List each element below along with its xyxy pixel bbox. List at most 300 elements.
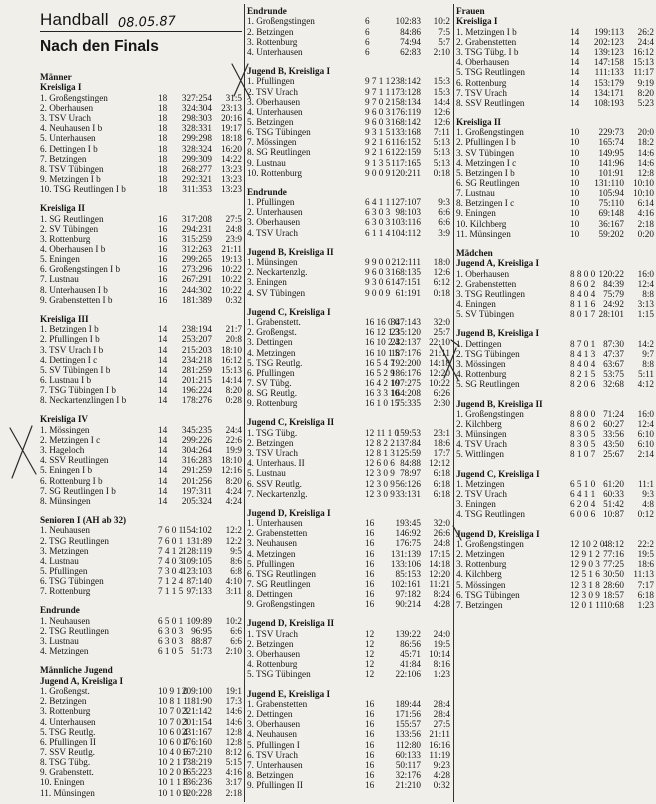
goal-score: 238:194: [181, 324, 212, 335]
games-record: 16: [158, 244, 168, 255]
games-record: 16: [158, 223, 168, 234]
table-row: [40, 334, 242, 344]
table-row: [247, 228, 450, 238]
column-2-standings: [247, 6, 450, 790]
team-name: 1. Metzingen I b: [456, 26, 517, 37]
team-name: 1. Großengstingen: [247, 16, 315, 27]
goal-score: 56:126: [395, 478, 421, 489]
column-2: [247, 6, 450, 799]
goal-score: 147:158: [593, 57, 624, 68]
goal-score: 192:200: [390, 357, 421, 368]
table-row: [247, 428, 450, 438]
team-name: 3. Lustnau: [40, 636, 79, 647]
table-row: [456, 509, 654, 519]
team-name: 6. Lustnau I b: [40, 375, 92, 385]
league-header: Jugend B, Kreisliga II: [247, 246, 334, 257]
table-row: [40, 646, 242, 656]
table-row: [456, 449, 654, 459]
standings-table: [456, 469, 654, 520]
games-record: 18: [158, 123, 168, 134]
points: 18:10: [221, 455, 242, 466]
games-record: 6 1 0 5: [158, 646, 184, 657]
goal-score: 103:116: [391, 217, 421, 228]
team-name: 4. TSV Urach: [247, 227, 298, 238]
goal-score: 84:39: [603, 278, 624, 289]
team-name: 2. Großengst.: [247, 327, 297, 338]
table-row: [456, 178, 654, 188]
goal-score: 167:210: [181, 746, 212, 757]
points: 9:5: [230, 545, 242, 556]
table-row: [40, 465, 242, 475]
goal-score: 102:83: [395, 16, 421, 27]
games-record: 14: [570, 36, 580, 47]
team-name: 2. Grabenstetten: [456, 278, 517, 289]
goal-score: 324:304: [181, 102, 212, 113]
games-record: 16: [365, 769, 375, 780]
league-header: Jugend D, Kreisliga II: [247, 618, 335, 629]
goal-score: 36:167: [598, 218, 624, 229]
table-row: [247, 87, 450, 97]
team-name: 5. Betzingen: [247, 116, 294, 127]
goal-score: 120:228: [181, 787, 212, 798]
points: 22:2: [637, 539, 654, 549]
table-row: [247, 719, 450, 729]
goal-score: 51:42: [603, 499, 624, 510]
team-name: 1. TSV Urach: [247, 628, 298, 639]
table-row: [456, 409, 654, 419]
goal-score: 186:176: [390, 367, 421, 378]
standings-table: [40, 72, 242, 194]
games-record: 10: [570, 198, 580, 209]
goal-score: 90:214: [395, 599, 421, 610]
games-record: 10: [570, 167, 580, 178]
games-record: 16 1 0 15: [365, 398, 400, 409]
table-row: [247, 489, 450, 499]
team-name: 4. Rottenburg: [456, 369, 507, 380]
points: 6:12: [433, 277, 450, 288]
points: 3:11: [226, 586, 242, 597]
points: 13:23: [221, 173, 242, 184]
points: 19:1: [225, 686, 242, 697]
points: 23:9: [225, 233, 242, 244]
table-row: [40, 636, 242, 646]
goal-score: 122:159: [390, 147, 421, 158]
points: 8:24: [433, 589, 450, 600]
table-row: [40, 576, 242, 586]
goal-score: 61:20: [603, 479, 624, 490]
points: 17:7: [433, 448, 450, 459]
team-name: 3. Rottenburg: [40, 233, 91, 244]
team-name: 8. TSG Tübg.: [40, 757, 91, 768]
table-row: [456, 208, 654, 218]
standings-table: [456, 529, 654, 610]
points: 20:0: [637, 127, 654, 138]
points: 19:5: [637, 549, 654, 560]
team-name: 3. TSV Urach: [40, 113, 91, 124]
team-name: 4. Unterhausen: [247, 106, 303, 117]
team-name: 3. Oberhausen: [247, 649, 301, 660]
points: 6:8: [230, 565, 242, 576]
games-record: 14: [158, 375, 168, 385]
points: 18:6: [433, 437, 450, 448]
goal-score: 139:22: [395, 628, 421, 639]
table-row: [247, 458, 450, 468]
goal-score: 281:259: [181, 364, 212, 375]
team-name: 6. TSG Tübingen: [456, 589, 520, 600]
games-record: 18: [158, 163, 168, 174]
league-header: Endrunde: [40, 605, 80, 616]
table-row: [40, 486, 242, 496]
games-record: 12: [365, 669, 375, 680]
goal-score: 235:120: [390, 327, 421, 338]
table-row: [456, 27, 654, 37]
goal-score: 181:90: [186, 696, 212, 707]
goal-score: 77:16: [603, 549, 624, 560]
team-name: 7. TSV Urach: [456, 87, 507, 98]
table-row: [456, 188, 654, 198]
table-row: [247, 659, 450, 669]
points: 11:13: [633, 569, 654, 580]
table-row: [40, 767, 242, 777]
team-name: 6. Pfullingen II: [40, 736, 96, 747]
team-name: 4. Unterhausen: [40, 716, 96, 727]
points: 8:8: [642, 359, 654, 370]
team-name: 6. Großengstingen I b: [40, 264, 121, 275]
games-record: 10 1 1 8: [158, 777, 188, 788]
goal-score: 316:283: [181, 455, 212, 466]
goal-score: 137:84: [395, 437, 421, 448]
team-name: 5. Eningen: [40, 254, 80, 265]
team-name: 8. Neckartenzlingen I b: [40, 395, 127, 406]
table-row: [456, 137, 654, 147]
goal-score: 201:154: [181, 716, 212, 727]
team-name: 2. TSV Urach: [247, 86, 298, 97]
table-row: [40, 546, 242, 556]
games-record: 14: [158, 495, 168, 506]
points: 8:6: [230, 555, 242, 566]
points: 12:12: [429, 458, 450, 469]
games-record: 16 10 1 5: [365, 347, 400, 358]
points: 2:14: [637, 449, 654, 460]
games-record: 6 5 0 1: [158, 615, 184, 626]
games-record: 14: [158, 364, 168, 375]
team-name: 3. TSG Tübg. I b: [456, 47, 519, 58]
goal-score: 120:22: [598, 268, 624, 279]
team-name: 4. Metzingen: [247, 548, 296, 559]
goal-score: 136:236: [181, 777, 212, 788]
goal-score: 10:68: [603, 599, 624, 610]
games-record: 7 1 1 5: [158, 586, 184, 597]
goal-score: 97:182: [395, 589, 421, 600]
games-record: 8 2 1 5: [570, 369, 596, 380]
games-record: 12 3 0 9: [365, 468, 395, 479]
points: 2:18: [225, 787, 242, 798]
goal-score: 131:110: [594, 178, 624, 189]
points: 10:2: [433, 16, 450, 27]
table-row: [40, 244, 242, 254]
goal-score: 125:59: [395, 448, 421, 459]
table-row: [247, 699, 450, 709]
team-name: 7. SG Reutlingen: [247, 579, 311, 590]
team-name: 2. SV Tübingen: [40, 223, 99, 234]
goal-score: 87:140: [186, 576, 212, 587]
table-row: [247, 569, 450, 579]
games-record: 9 7 0 2: [365, 96, 391, 107]
table-row: [40, 727, 242, 737]
points: 2:18: [637, 218, 654, 229]
points: 5:11: [638, 369, 654, 380]
table-row: [247, 168, 450, 178]
points: 16:0: [637, 408, 654, 419]
league-header: Jugend D, Kreisliga I: [247, 507, 331, 518]
games-record: 16: [158, 274, 168, 285]
table-row: [40, 324, 242, 334]
games-record: 9 1 3 5: [365, 157, 391, 168]
headline: Nach den Finals: [40, 38, 159, 55]
team-name: 7. Unterhausen: [247, 759, 303, 770]
points: 24:4: [225, 424, 242, 435]
team-name: 1. Neuhausen: [40, 525, 91, 536]
games-record: 6: [365, 26, 370, 37]
table-row: [247, 448, 450, 458]
points: 19:9: [225, 445, 242, 456]
goal-score: 159:53: [395, 427, 421, 438]
games-record: 14: [158, 424, 168, 435]
table-row: [247, 709, 450, 719]
table-row: [40, 113, 242, 123]
goal-score: 47:37: [603, 348, 624, 359]
table-row: [456, 158, 654, 168]
goal-score: 10:87: [603, 509, 624, 520]
games-record: 9 0 0 9: [365, 167, 391, 178]
points: 7:17: [637, 579, 654, 590]
goal-score: 173:128: [390, 86, 421, 97]
team-name: 10. Eningen: [40, 777, 85, 788]
points: 21:11: [429, 729, 450, 740]
team-name: 3. Oberhausen: [247, 217, 301, 228]
points: 1:15: [637, 309, 654, 320]
points: 4:28: [433, 599, 450, 610]
goal-score: 221:142: [181, 706, 212, 717]
points: 0:28: [225, 395, 242, 406]
table-row: [247, 780, 450, 790]
table-row: [456, 429, 654, 439]
points: 2:10: [433, 46, 450, 57]
points: 21:7: [225, 324, 242, 335]
points: 11:17: [633, 67, 654, 78]
points: 28:4: [433, 709, 450, 720]
points: 21:11: [429, 347, 450, 358]
goal-score: 304:264: [181, 445, 212, 456]
points: 10:2: [225, 615, 242, 626]
goal-score: 28:60: [603, 579, 624, 590]
points: 19:13: [221, 254, 242, 265]
games-record: 18: [158, 92, 168, 103]
table-row: [247, 528, 450, 538]
goal-score: 178:276: [181, 395, 212, 406]
team-name: 3. Neuhausen: [247, 538, 298, 549]
points: 16:0: [637, 268, 654, 279]
goal-score: 59:202: [598, 228, 624, 239]
table-row: [40, 133, 242, 143]
team-name: 1. Oberhausen: [456, 268, 510, 279]
games-record: 14: [570, 87, 580, 98]
table-row: [40, 264, 242, 274]
points: 8:20: [637, 87, 654, 98]
table-row: [456, 359, 654, 369]
league-header: Kreisliga III: [40, 313, 89, 324]
points: 16:12: [633, 47, 654, 58]
games-record: 18: [158, 143, 168, 154]
team-name: 5. Betzingen I b: [456, 167, 515, 178]
points: 18:10: [221, 344, 242, 355]
goal-score: 24:92: [603, 299, 624, 310]
league-header: Jugend B, Kreisliga II: [456, 398, 543, 409]
masthead: [40, 6, 242, 32]
table-row: [247, 750, 450, 760]
team-name: 7. Neckartenzlg.: [247, 488, 308, 499]
games-record: 9 0 0 9: [365, 287, 391, 298]
team-name: 1. Großengstingen: [456, 539, 524, 549]
points: 8:8: [642, 288, 654, 299]
goal-score: 109:89: [186, 615, 212, 626]
team-name: 8. SSV Reutlingen: [456, 97, 525, 108]
points: 6:6: [438, 207, 450, 218]
points: 32:0: [433, 317, 450, 328]
standings-table: [40, 515, 242, 596]
points: 8:16: [433, 659, 450, 670]
league-header: Kreisliga IV: [40, 414, 89, 425]
games-record: 10: [570, 208, 580, 219]
team-name: 3. Rottenburg: [40, 706, 91, 717]
table-row: [247, 669, 450, 679]
points: 4:28: [433, 769, 450, 780]
goal-score: 202:123: [593, 36, 624, 47]
games-record: 10: [570, 178, 580, 189]
table-row: [456, 299, 654, 309]
table-row: [247, 398, 450, 408]
goal-score: 133:168: [390, 127, 421, 138]
team-name: 4. Neuhausen I b: [40, 123, 103, 134]
points: 23:13: [221, 102, 242, 113]
table-row: [247, 47, 450, 57]
goal-score: 201:256: [181, 475, 212, 486]
goal-score: 139:123: [593, 47, 624, 58]
table-row: [40, 476, 242, 486]
games-record: 7 6 0 1: [158, 525, 184, 536]
team-name: 2. TSG Tübingen: [456, 348, 520, 359]
table-row: [247, 589, 450, 599]
team-name: 9. Grabenstett.: [40, 767, 94, 778]
goal-score: 48:12: [603, 539, 624, 549]
points: 24:4: [637, 36, 654, 47]
team-name: 7. Betzingen: [40, 153, 87, 164]
games-record: 16: [158, 294, 168, 305]
games-record: 10: [570, 157, 580, 168]
games-record: 10 7 0 3: [158, 716, 188, 727]
team-name: 2. Unterhausen: [247, 207, 303, 218]
games-record: 9 3 1 5: [365, 127, 391, 138]
team-name: 9. Rottenburg: [247, 398, 298, 409]
team-name: 7. SSV Reutlg.: [40, 746, 95, 757]
column-rule: [453, 4, 454, 802]
points: 11:1: [638, 479, 654, 490]
points: 12:4: [637, 419, 654, 430]
goal-score: 171:56: [395, 709, 421, 720]
games-record: 16: [365, 518, 375, 529]
table-row: [40, 274, 242, 284]
goal-score: 77:25: [603, 559, 624, 570]
points: 31:5: [225, 92, 242, 103]
goal-score: 123:103: [181, 565, 212, 576]
games-record: 9 2 1 6: [365, 137, 391, 148]
games-record: 14: [158, 334, 168, 345]
league-header: Jugend C, Kreisliga I: [456, 468, 540, 479]
goal-score: 238:142: [390, 76, 421, 87]
points: 25:7: [433, 327, 450, 338]
games-record: 10: [570, 147, 580, 158]
games-record: 9 6 0 3: [365, 106, 391, 117]
games-record: 14: [570, 97, 580, 108]
points: 2:30: [433, 398, 450, 409]
team-name: 4. SSV Reutlingen: [40, 455, 109, 466]
team-name: 5. SG Reutlingen: [456, 379, 520, 390]
goal-score: 41:84: [400, 659, 421, 670]
league-header: Männliche Jugend: [40, 665, 113, 676]
points: 12:6: [433, 267, 450, 278]
games-record: 14: [570, 77, 580, 88]
league-header: Jugend A, Kreisliga I: [40, 675, 124, 686]
table-row: [247, 27, 450, 37]
table-row: [247, 16, 450, 26]
team-name: 7. TSG Tübingen I b: [40, 385, 116, 396]
league-header: Kreisliga I: [40, 82, 82, 93]
league-header: Senioren I (AH ab 32): [40, 514, 127, 525]
table-row: [247, 207, 450, 217]
team-name: 3. Oberhausen: [247, 96, 301, 107]
points: 6:6: [230, 625, 242, 636]
team-name: 1. Dettingen: [456, 338, 502, 349]
points: 16:20: [221, 143, 242, 154]
points: 0:18: [433, 287, 450, 298]
standings-table: [247, 689, 450, 791]
team-name: 2. Pfullingen I b: [40, 334, 100, 345]
goal-score: 327:254: [181, 92, 212, 103]
handwritten-date: 08.05.87: [117, 13, 176, 32]
table-row: [247, 158, 450, 168]
points: 8:12: [225, 746, 242, 757]
goal-score: 315:259: [181, 233, 212, 244]
table-row: [247, 368, 450, 378]
team-name: 9. Metzingen I b: [40, 173, 101, 184]
team-name: 1. Großengstingen: [456, 127, 524, 138]
points: 15:3: [433, 76, 450, 87]
points: 4:16: [225, 767, 242, 778]
team-name: 10. TSG Reutlingen I b: [40, 184, 126, 195]
goal-score: 165:223: [181, 767, 212, 778]
table-row: [247, 579, 450, 589]
table-row: [247, 317, 450, 327]
points: 10:22: [429, 377, 450, 388]
goal-score: 158:134: [390, 96, 421, 107]
games-record: 10 4 0 6: [158, 746, 188, 757]
games-record: 10 6 0 4: [158, 726, 188, 737]
goal-score: 231:167: [181, 726, 212, 737]
league-header: Jugend C, Kreisliga II: [247, 417, 335, 428]
points: 6:26: [433, 388, 450, 399]
games-record: 8 4 0 4: [570, 359, 596, 370]
goal-score: 205:324: [181, 495, 212, 506]
